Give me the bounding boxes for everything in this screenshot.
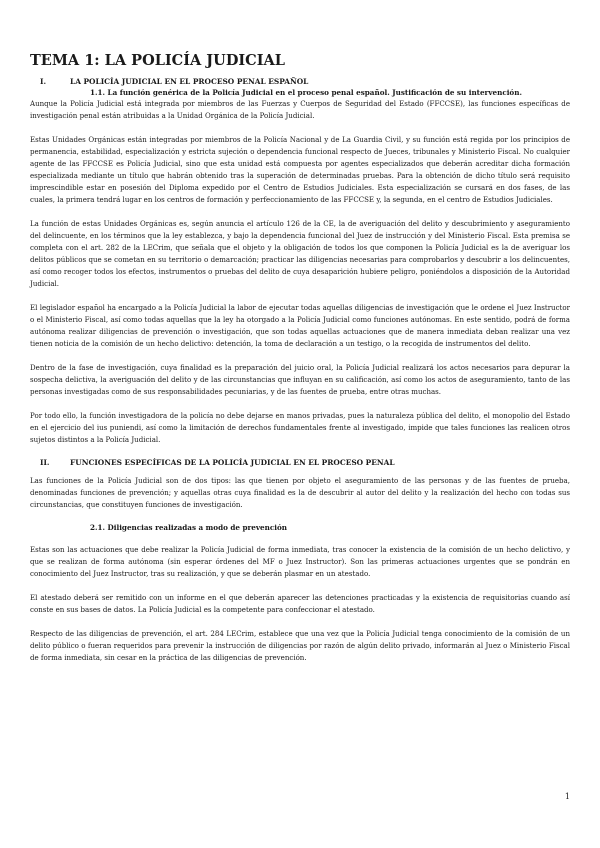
section-number: I. — [40, 77, 47, 86]
section-title: LA POLICÍA JUDICIAL EN EL PROCESO PENAL ESPAÑOL — [70, 77, 309, 86]
paragraph: Las funciones de la Policía Judicial son de dos tipos: las que tienen por objeto el aseguramiento de las personas y de las fuentes de prueba, denominadas funciones de prevención; y aquellas otras cuya finalidad es la de descubrir al autor del delito y la realización del hecho con todas sus circunstancias, que constituyen funciones de investigación. — [30, 476, 570, 509]
page-number: 1 — [564, 792, 570, 801]
page-title: TEMA 1: LA POLICÍA JUDICIAL — [30, 52, 285, 69]
paragraph: El legislador español ha encargado a la Policía Judicial la labor de ejecutar todas aquellas diligencias de investigación que le ordene el Juez Instructor o el Ministerio Fiscal, así como todas aquellas que la ley ha otorgado a la Policía Judicial como funciones autónomas. En este sentido, podrá de forma autónoma realizar diligencias de prevención o investigación, que son todas aquellas actuaciones que de manera inmediata deban realizar una vez tienen noticia de la comisión de un hecho delictivo: detención, la toma de declaración a un testigo, o la recogida de instrumentos del delito. — [30, 303, 570, 348]
paragraph: El atestado deberá ser remitido con un informe en el que deberán aparecer las detenciones practicadas y la existencia de requisitorias cuando así conste en sus bases de datos. La Policía Judicial es la competente para confeccionar el atestado. — [30, 593, 570, 614]
paragraph: Respecto de las diligencias de prevención, el art. 284 LECrim, establece que una vez que la Policía Judicial tenga conocimiento de la comisión de un delito público o fueran requeridos para prevenir la instrucción de diligencias por razón de algún delito privado, informarán al Juez o Ministerio Fiscal de forma inmediata, sin cesar en la práctica de las diligencias de prevención. — [30, 629, 570, 662]
paragraph: Estas son las actuaciones que debe realizar la Policía Judicial de forma inmediata, tras conocer la existencia de la comisión de un hecho delictivo, y que se realizan de forma autónoma (sin esperar órdenes del MF o Juez Instructor). Son las primeras actuaciones urgentes que se pondrán en conocimiento del Juez Instructor, tras su realización, y que se deberán plasmar en un atestado. — [30, 545, 570, 578]
paragraph: Por todo ello, la función investigadora de la policía no debe dejarse en manos privadas, pues la naturaleza pública del delito, el monopolio del Estado en el ejercicio del ius puniendi, así como la limitación de derechos fundamentales frente al investigado, impide que tales funciones las realicen otros sujetos distintos a la Policía Judicial. — [30, 411, 570, 444]
section-heading-1 — [30, 77, 570, 86]
paragraph: Estas Unidades Orgánicas están integradas por miembros de la Policía Nacional y de La Guardia Civil, y su función está regida por los principios de permanencia, estabilidad, especialización y estricta sujeción o dependencia funcional respecto de Jueces, tribunales y Ministerio Fiscal. No cualquier agente de las FFCCSE es Policía Judicial, sino que esta unidad está compuesta por agentes especializados que deberán acreditar dicha formación especializada mediante un título que habrán obtenido tras la superación de determinadas pruebas. Para la obtención de dicho título será requisito imprescindible estar en posesión del Diploma expedido por el Centro de Estudios Judiciales. Esta especialización se cursará en dos fases, de las cuales, la primera tendrá lugar en los centros de formación y perfeccionamiento de las FFCCSE y, la segunda, en el centro de Estudios Judiciales. — [30, 135, 570, 204]
paragraph: Aunque la Policía Judicial está integrada por miembros de las Fuerzas y Cuerpos de Seguridad del Estado (FFCCSE), las funciones específicas de investigación penal están atribuidas a la Unidad Orgánica de la Policía Judicial. — [30, 99, 570, 120]
section-number: II. — [40, 458, 50, 467]
section-heading-2 — [30, 458, 570, 467]
section-title: FUNCIONES ESPECÍFICAS DE LA POLICÍA JUDICIAL EN EL PROCESO PENAL — [70, 458, 395, 467]
subsection-heading: 2.1. Diligencias realizadas a modo de prevención — [90, 523, 287, 532]
paragraph: Dentro de la fase de investigación, cuya finalidad es la preparación del juicio oral, la Policía Judicial realizará los actos necesarios para depurar la sospecha delictiva, la averiguación del delito y de las circunstancias que influyan en su calificación, así como los actos de aseguramiento, tanto de las personas investigadas como de sus responsabilidades pecuniarias, y de las fuentes de prueba, entre otras muchas. — [30, 363, 570, 396]
subsection-heading: 1.1. La función genérica de la Policía Judicial en el proceso penal español. Justificación de su intervención. — [90, 88, 522, 97]
paragraph: La función de estas Unidades Orgánicas es, según anuncia el artículo 126 de la CE, la de averiguación del delito y descubrimiento y aseguramiento del delincuente, en los términos que la ley establezca, y bajo la dependencia funcional del Juez de instrucción y del Ministerio Fiscal. Esta premisa se completa con el art. 282 de la LECrim, que señala que el objeto y la obligación de todos los que componen la Policía Judicial es la de averiguar los delitos públicos que se cometan en su territorio o demarcación; practicar las diligencias necesarias para comprobarlos y descubrir a los delincuentes, así como recoger todos los efectos, instrumentos o pruebas del delito de cuya desaparición hubiere peligro, poniéndolos a disposición de la Autoridad Judicial. — [30, 219, 570, 288]
